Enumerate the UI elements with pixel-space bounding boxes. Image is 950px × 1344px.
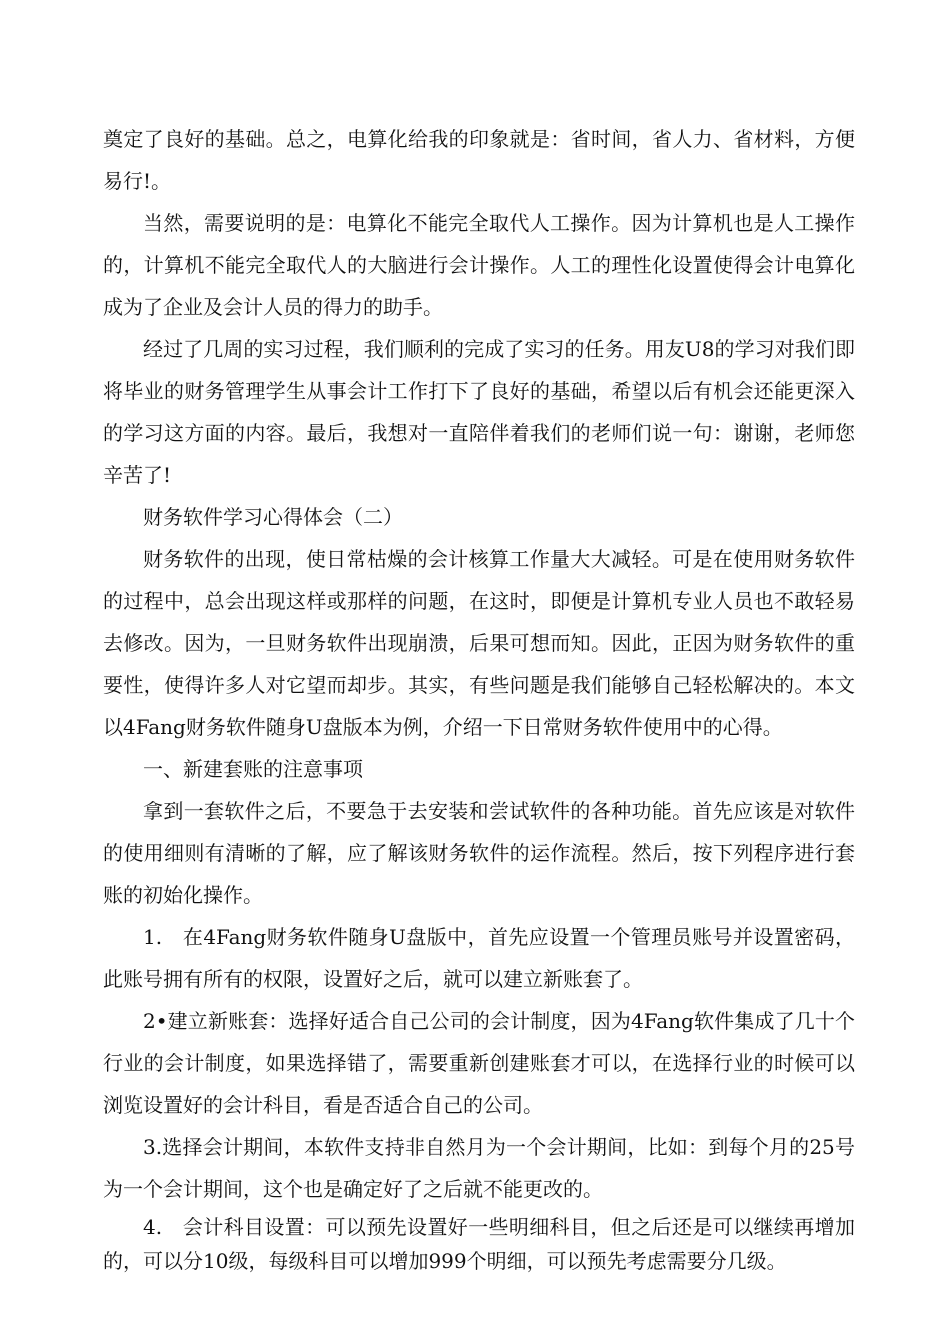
paragraph-intro-continuation: 奠定了良好的基础。总之，电算化给我的印象就是：省时间，省人力、省材料，方便易行!。 xyxy=(103,127,855,193)
subheading-new-account-set: 一、新建套账的注意事项 xyxy=(143,757,363,781)
list-item-step-4: 4. 会计科目设置：可以预先设置好一些明细科目，但之后还是可以继续再增加的，可以分10级，每级科目可以增加999个明细，可以预先考虑需要分几级。 xyxy=(103,1215,855,1273)
paragraph-preparation: 拿到一套软件之后，不要急于去安装和尝试软件的各种功能。首先应该是对软件的使用细则有清晰的了解，应了解该财务软件的运作流程。然后，按下列程序进行套账的初始化操作。 xyxy=(103,799,855,907)
paragraph-software-intro: 财务软件的出现，使日常枯燥的会计核算工作量大大减轻。可是在使用财务软件的过程中，总会出现这样或那样的问题，在这时，即便是计算机专业人员也不敢轻易去修改。因为，一旦财务软件出现崩溃，后果可想而知。因此，正因为财务软件的重要性，使得许多人对它望而却步。其实，有些问题是我们能够自己轻松解决的。本文以4Fang财务软件随身U盘版本为例，介绍一下日常财务软件使用中的心得。 xyxy=(103,547,855,739)
paragraph-internship-summary: 经过了几周的实习过程，我们顺利的完成了实习的任务。用友U8的学习对我们即将毕业的财务管理学生从事会计工作打下了良好的基础，希望以后有机会还能更深入的学习这方面的内容。最后，我想对一直陪伴着我们的老师们说一句：谢谢，老师您辛苦了! xyxy=(103,337,855,487)
list-item-step-2: 2•建立新账套：选择好适合自己公司的会计制度，因为4Fang软件集成了几十个行业的会计制度，如果选择错了，需要重新创建账套才可以，在选择行业的时候可以浏览设置好的会计科目，看是否适合自己的公司。 xyxy=(103,1009,855,1117)
section-title-part-two: 财务软件学习心得体会（二） xyxy=(143,505,403,529)
document-body xyxy=(103,118,855,1278)
list-item-step-3: 3.选择会计期间，本软件支持非自然月为一个会计期间，比如：到每个月的25号为一个会计期间，这个也是确定好了之后就不能更改的。 xyxy=(103,1135,855,1201)
paragraph-computerization-note: 当然，需要说明的是：电算化不能完全取代人工操作。因为计算机也是人工操作的，计算机不能完全取代人的大脑进行会计操作。人工的理性化设置使得会计电算化成为了企业及会计人员的得力的助手。 xyxy=(103,211,855,319)
list-item-step-1: 1. 在4Fang财务软件随身U盘版中，首先应设置一个管理员账号并设置密码，此账号拥有所有的权限，设置好之后，就可以建立新账套了。 xyxy=(103,925,855,991)
